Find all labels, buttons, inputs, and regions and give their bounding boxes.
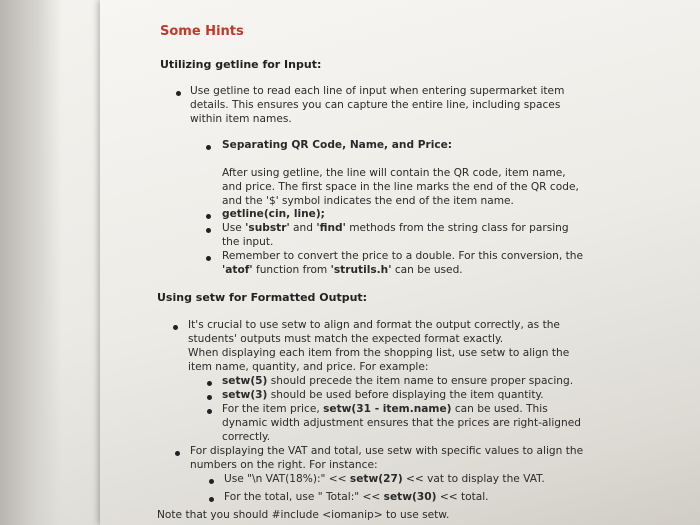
bullet-dot (209, 497, 214, 502)
separating-heading: Separating QR Code, Name, and Price: (222, 139, 453, 151)
bullet-dot (176, 91, 181, 96)
setw-heading: Using setw for Formatted Output: (157, 291, 368, 304)
iomanip-note: Note that you should #include <iomanip> to use setw. (157, 509, 450, 521)
atof-line1: Remember to convert the price to a double. For this conversion, the (222, 250, 583, 262)
vat-para-line2: numbers on the right. For instance: (190, 459, 378, 471)
page-edge (0, 0, 62, 525)
setw-para-line2: students' outputs must match the expected format exactly. (188, 333, 504, 345)
setw-para-line4: item name, quantity, and price. For example: (188, 361, 429, 373)
vat-para-line1: For displaying the VAT and total, use setw with specific values to align the (190, 445, 584, 457)
getline-intro-line3: within item names. (190, 113, 292, 125)
vat-example: Use "\n VAT(18%):" << setw(27) << vat to display the VAT. (224, 473, 545, 485)
bullet-dot (206, 256, 211, 261)
setw-para-line3: When displaying each item from the shopping list, use setw to align the (188, 347, 570, 359)
setw31-line2: dynamic width adjustment ensures that the prices are right-aligned (222, 417, 581, 429)
substr-find-line1: Use 'substr' and 'find' methods from the string class for parsing (222, 222, 569, 234)
atof-line2: 'atof' function from 'strutils.h' can be used. (222, 264, 463, 276)
bullet-dot (209, 479, 214, 484)
bullet-dot (207, 395, 212, 400)
getline-heading: Utilizing getline for Input: (160, 58, 322, 71)
setw31-line1: For the item price, setw(31 - item.name) can be used. This (222, 403, 548, 415)
substr-find-line2: the input. (222, 236, 274, 248)
getline-intro-line2: details. This ensures you can capture the entire line, including spaces (190, 99, 561, 111)
bullet-dot (175, 451, 180, 456)
getline-intro-line1: Use getline to read each line of input when entering supermarket item (190, 85, 565, 97)
bullet-dot (206, 214, 211, 219)
separating-para-line3: and the '$' symbol indicates the end of the item name. (222, 195, 514, 207)
getline-code: getline(cin, line); (222, 208, 325, 220)
total-example: For the total, use " Total:" << setw(30) << total. (224, 491, 489, 503)
setw-para-line1: It's crucial to use setw to align and format the output correctly, as the (188, 319, 560, 331)
separating-para-line2: and price. The first space in the line marks the end of the QR code, (222, 181, 579, 193)
setw5-line: setw(5) should precede the item name to ensure proper spacing. (222, 375, 574, 387)
bullet-dot (206, 145, 211, 150)
bullet-dot (207, 381, 212, 386)
page-title: Some Hints (160, 24, 244, 39)
separating-para-line1: After using getline, the line will contain the QR code, item name, (222, 167, 566, 179)
bullet-dot (173, 325, 178, 330)
setw3-line: setw(3) should be used before displaying the item quantity. (222, 389, 544, 401)
setw31-line3: correctly. (222, 431, 271, 443)
bullet-dot (207, 409, 212, 414)
bullet-dot (206, 228, 211, 233)
